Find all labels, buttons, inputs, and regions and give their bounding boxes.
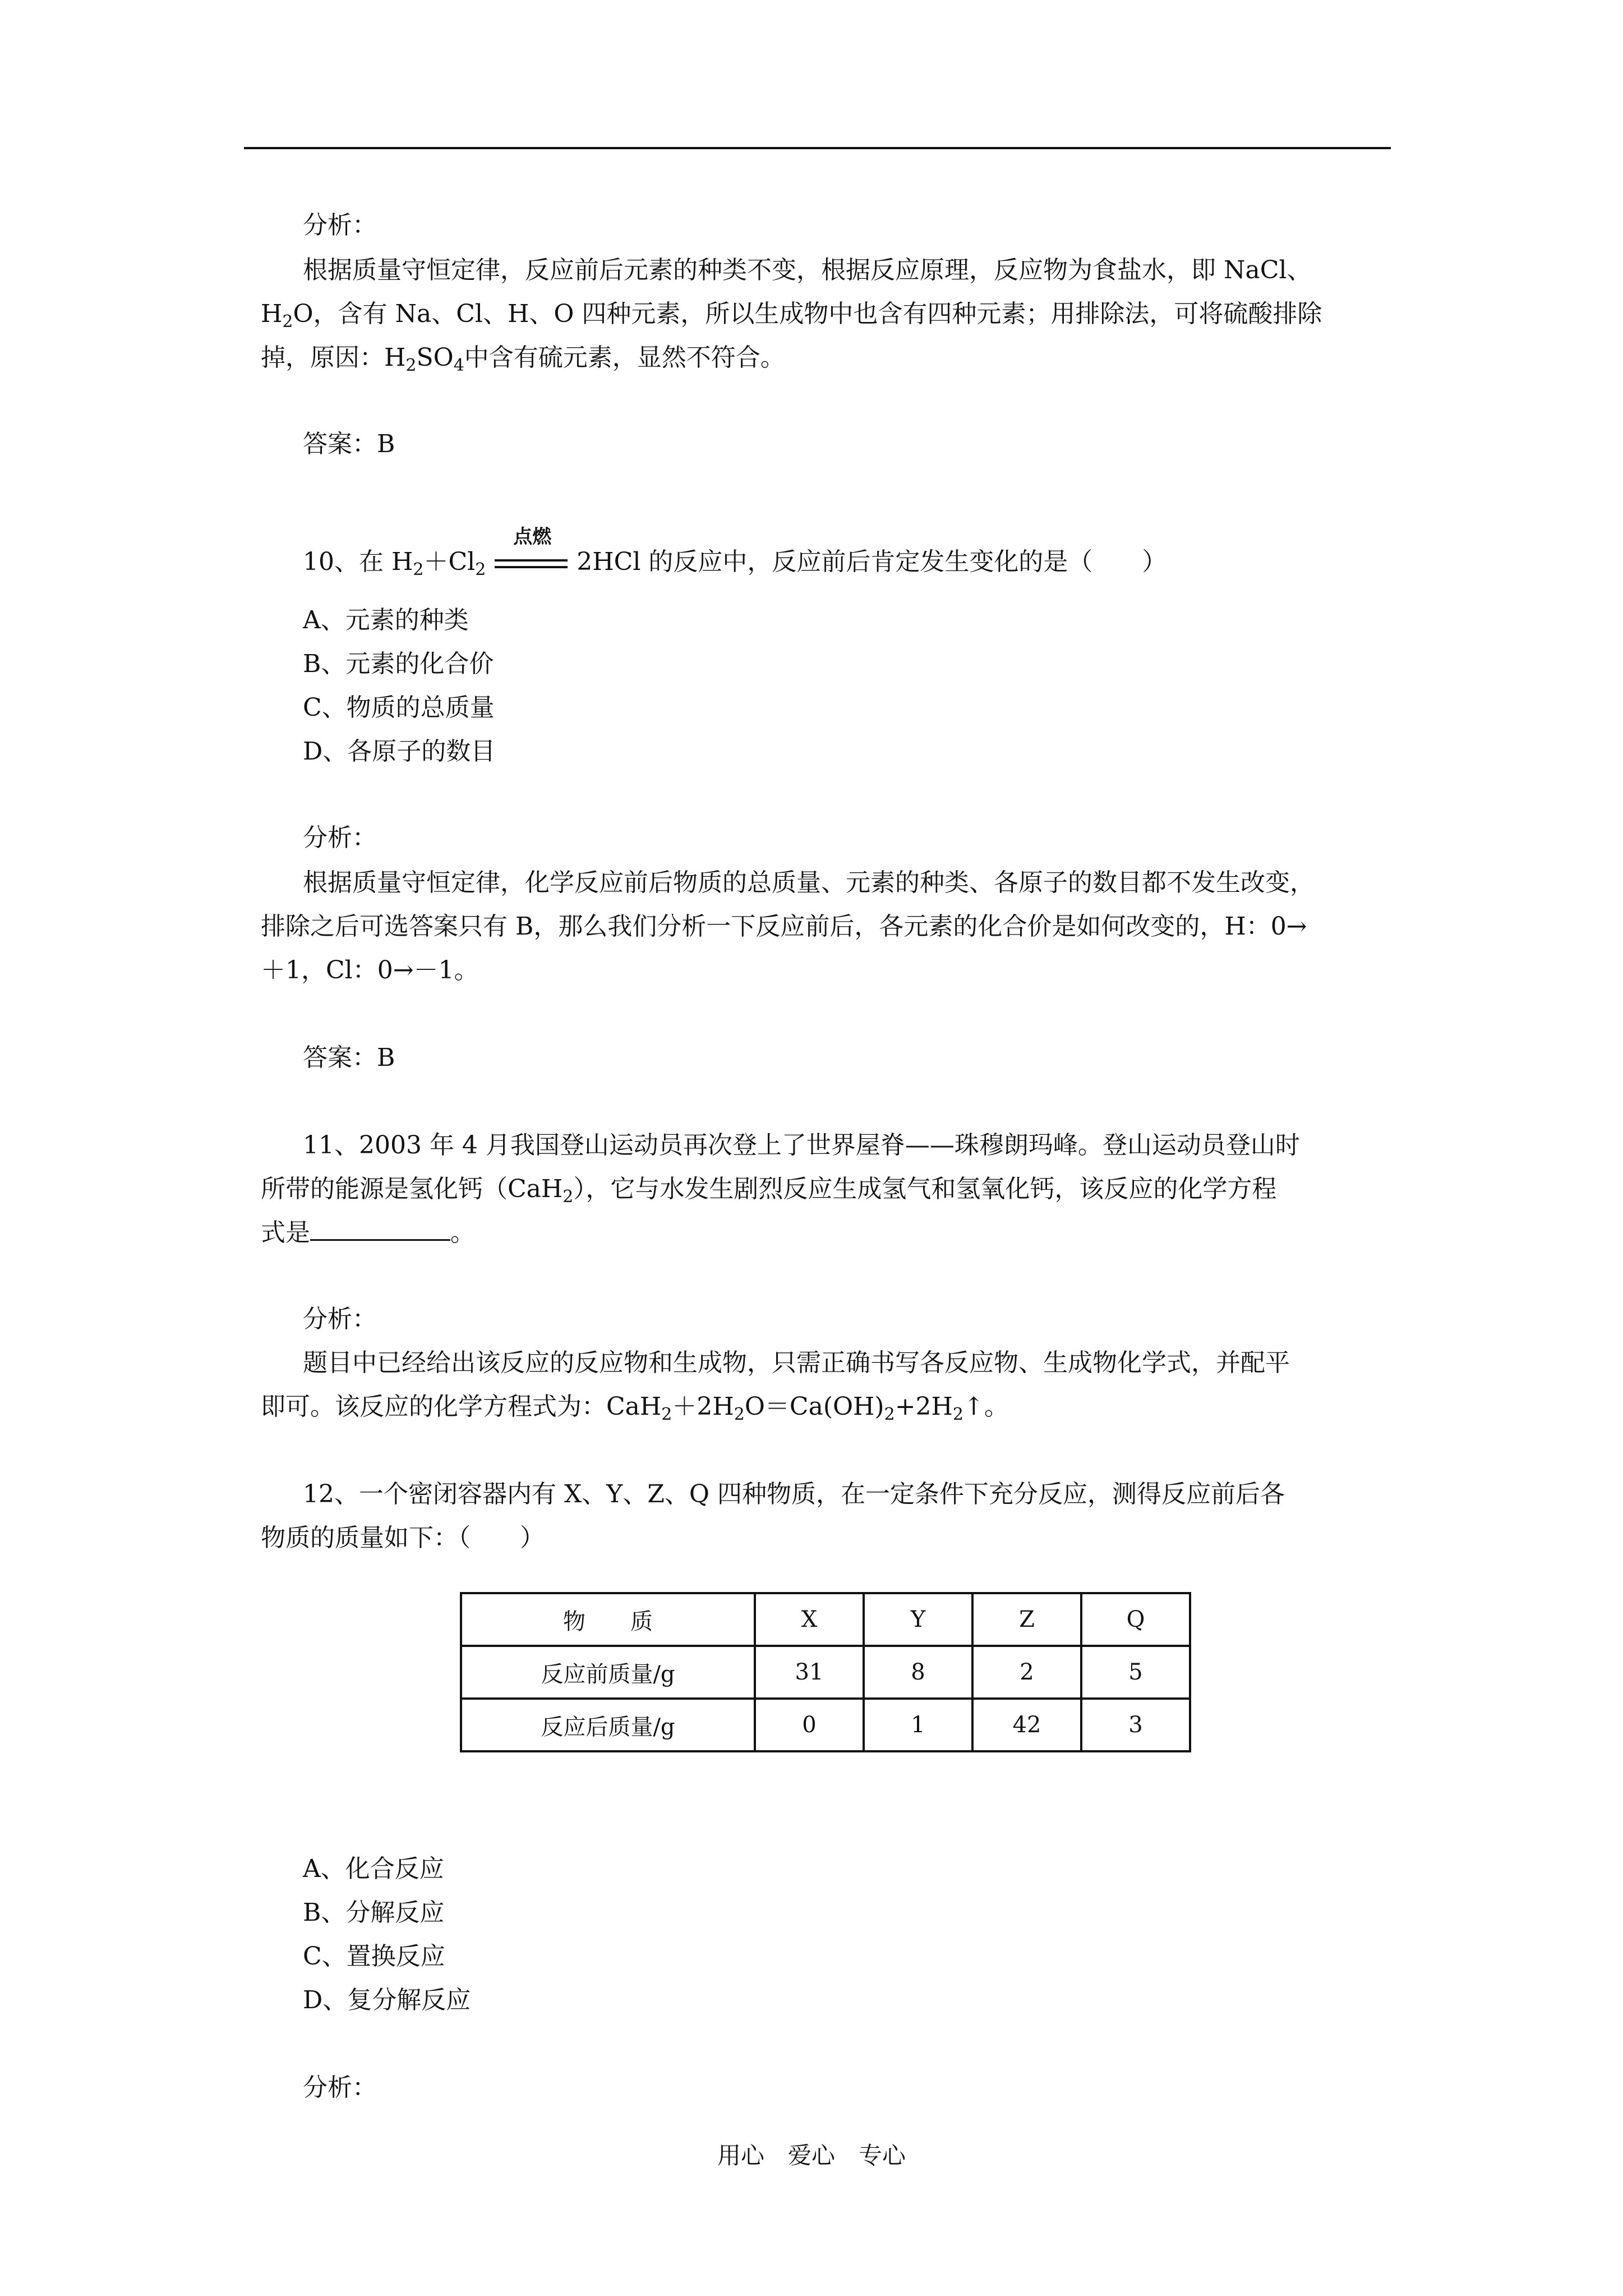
q10-option-a: A、元素的种类	[303, 606, 469, 634]
q10-analysis-line3: ＋1，Cl：0→－1。	[261, 956, 479, 984]
table-cell: 31	[755, 1646, 864, 1699]
q11-line2: 所带的能源是氢化钙（CaH$_2$），它与水发生剧烈反应生成氢气和氢氧化钙，该反应的化学方程	[261, 1175, 1277, 1207]
q9-analysis-line3: 掉，原因：$H_2SO_4$中含有硫元素，显然不符合。	[261, 343, 785, 375]
table-header-cell: X	[755, 1593, 864, 1646]
table-row	[461, 1699, 1190, 1751]
analysis-label: 分析：	[303, 823, 377, 852]
table-header-cell: Q	[1081, 1593, 1190, 1646]
q12-line1: 12、一个密闭容器内有 X、Y、Z、Q 四种物质，在一定条件下充分反应，测得反应前后各	[303, 1480, 1285, 1508]
table-cell: 8	[864, 1646, 972, 1699]
q12-option-d: D、复分解反应	[303, 1986, 471, 2014]
q11-analysis-line1: 题目中已经给出该反应的反应物和生成物，只需正确书写各反应物、生成物化学式，并配平	[303, 1349, 1290, 1377]
page-footer: 用心 爱心 专心	[717, 2142, 906, 2169]
table-cell: 0	[755, 1699, 864, 1751]
q12-option-b: B、分解反应	[303, 1898, 445, 1927]
table-cell: 3	[1081, 1699, 1190, 1751]
reaction-condition-sign: 点燃	[495, 553, 568, 575]
table-row	[461, 1646, 1190, 1699]
table-cell: 42	[972, 1699, 1081, 1751]
q12-option-a: A、化合反应	[303, 1855, 444, 1883]
table-cell: 5	[1081, 1646, 1190, 1699]
q10-answer: 答案：B	[303, 1043, 395, 1072]
mass-table	[460, 1592, 1191, 1752]
q10-analysis-line2: 排除之后可选答案只有 B，那么我们分析一下反应前后，各元素的化合价是如何改变的，H：0→	[261, 912, 1307, 941]
q12-option-c: C、置换反应	[303, 1942, 445, 1971]
answer-blank	[310, 1217, 450, 1241]
table-header-cell: Y	[864, 1593, 972, 1646]
table-row	[461, 1593, 1190, 1646]
table-cell: 反应后质量/g	[461, 1699, 755, 1751]
table-header-cell: Z	[972, 1593, 1081, 1646]
q12-line2: 物质的质量如下：（ ）	[261, 1524, 545, 1552]
q10-option-b: B、元素的化合价	[303, 650, 494, 678]
q9-analysis-line2: $H_2O$，含有 Na、Cl、H、O 四种元素，所以生成物中也含有四种元素；用排除法，可将硫酸排除	[261, 300, 1322, 332]
analysis-label: 分析：	[303, 211, 377, 240]
q11-line1: 11、2003 年 4 月我国登山运动员再次登上了世界屋脊——珠穆朗玛峰。登山运动员登山时	[303, 1131, 1300, 1159]
q9-analysis-line1: 根据质量守恒定律，反应前后元素的种类不变，根据反应原理，反应物为食盐水，即 NaCl、	[303, 256, 1312, 284]
table-cell: 2	[972, 1646, 1081, 1699]
header-rule	[244, 147, 1391, 149]
table-cell: 1	[864, 1699, 972, 1751]
table-cell: 反应前质量/g	[461, 1646, 755, 1699]
table-header-cell: 物 质	[461, 1593, 755, 1646]
analysis-label: 分析：	[303, 2073, 377, 2102]
q10-stem: 10、在 $H_2+Cl_2$ 点燃 2HCl 的反应中，反应前后肯定发生变化的是（ ）	[303, 525, 1167, 579]
q10-option-d: D、各原子的数目	[303, 737, 496, 766]
q11-line3: 式是 。	[261, 1216, 475, 1250]
q10-analysis-line1: 根据质量守恒定律，化学反应前后物质的总质量、元素的种类、各原子的数目都不发生改变，	[303, 868, 1315, 897]
q9-answer: 答案：B	[303, 430, 395, 458]
q10-option-c: C、物质的总质量	[303, 693, 495, 722]
q11-equation: 即可。该反应的化学方程式为：$CaH_2+2H_2O=Ca(OH)_2+2H_2↑$。	[261, 1392, 1009, 1424]
analysis-label: 分析：	[303, 1305, 377, 1333]
